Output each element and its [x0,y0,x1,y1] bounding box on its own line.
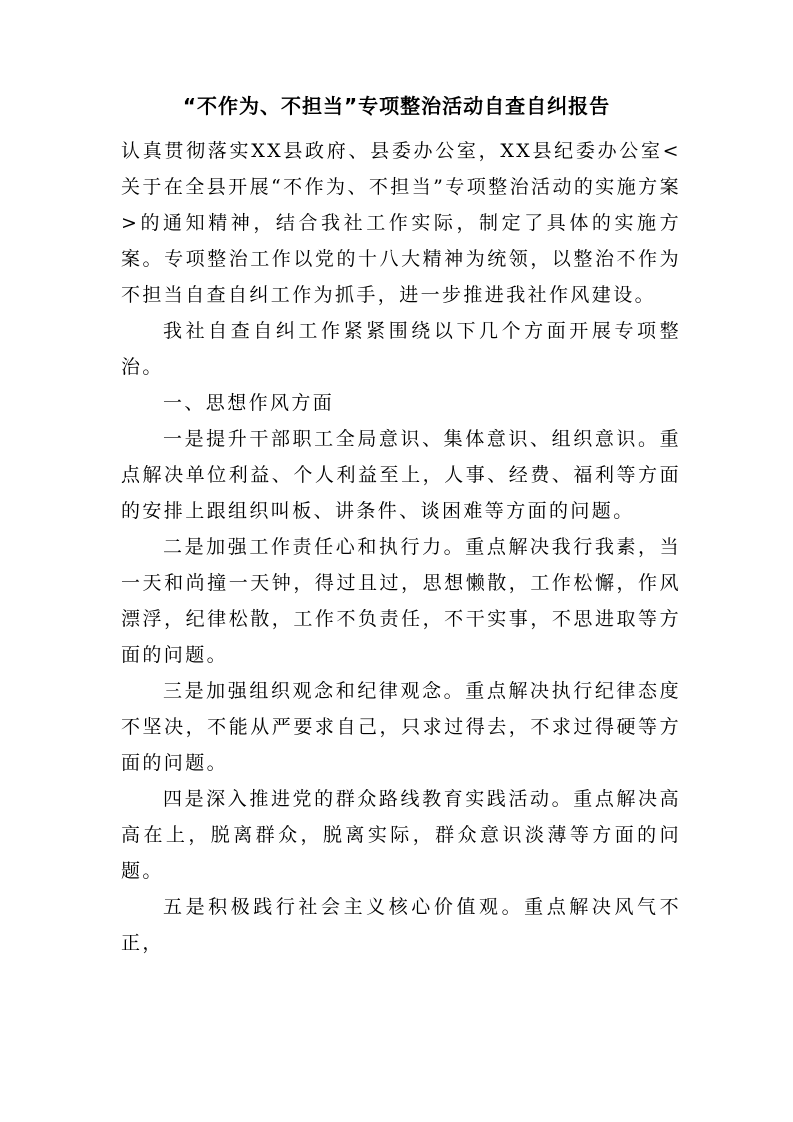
paragraph-item-3: 三是加强组织观念和纪律观念。重点解决执行纪律态度不坚决，不能从严要求自己，只求过得去，不求过得硬等方面的问题。 [121,680,681,774]
section-heading-ideology: 一、思想作风方面 [163,392,335,414]
paragraph-item-4: 四是深入推进党的群众路线教育实践活动。重点解决高高在上，脱离群众，脱离实际，群众意识淡薄等方面的问题。 [121,788,681,882]
paragraph-item-2: 二是加强工作责任心和执行力。重点解决我行我素，当一天和尚撞一天钟，得过且过，思想懒散，工作松懈，作风漂浮，纪律松散，工作不负责任，不干实事，不思进取等方面的问题。 [121,536,681,666]
document-body [121,133,681,961]
paragraph-item-5: 五是积极践行社会主义核心价值观。重点解决风气不正， [121,896,681,954]
paragraph-item-1: 一是提升干部职工全局意识、集体意识、组织意识。重点解决单位利益、个人利益至上，人事、经费、福利等方面的安排上跟组织叫板、讲条件、谈困难等方面的问题。 [121,428,681,522]
paragraph-scope: 我社自查自纠工作紧紧围绕以下几个方面开展专项整治。 [121,320,681,378]
document-title: “不作为、不担当”专项整治活动自查自纠报告 [182,94,611,118]
paragraph-intro: 认真贯彻落实XX县政府、县委办公室，XX县纪委办公室<关于在全县开展“不作为、不担当”专项整治活动的实施方案>的通知精神，结合我社工作实际，制定了具体的实施方案。专项整治工作以党的十八大精神为统领，以整治不作为不担当自查自纠工作为抓手，进一步推进我社作风建设。 [121,140,681,306]
